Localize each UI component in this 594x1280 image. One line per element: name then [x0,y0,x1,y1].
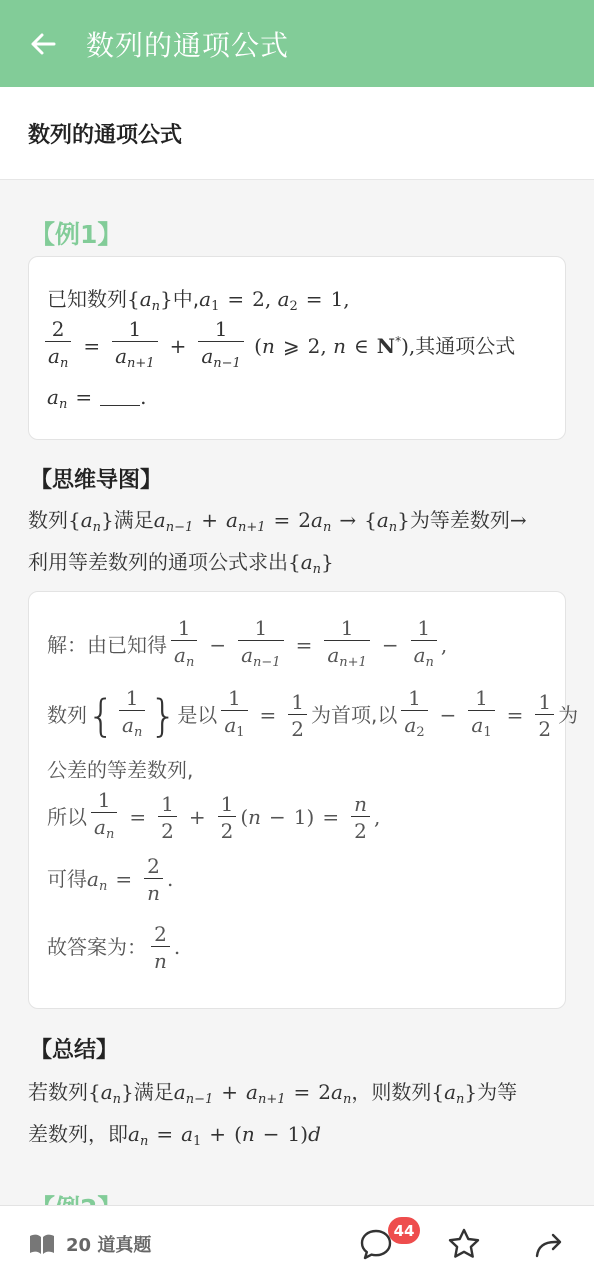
question-card [28,256,566,440]
back-button[interactable] [0,0,86,87]
q-text: 其通项公式 [415,334,516,358]
star-icon [446,1226,482,1262]
solution-line-1: 解：由已知得 $\frac{1}{a_n}$ − $\frac{1}{a_{n-1}}$ = $\frac{1}{a_{n+1}}$ − $\frac{1}{a_n}$ , [47,616,447,677]
solution-line-3: 公差的等差数列, [47,758,194,782]
app-bar [0,0,594,87]
q-text: 中, [172,287,200,311]
solution-seq: 数列 [47,703,87,727]
mindmap-label: 【思维导图】 [30,468,163,493]
mindmap-text: 数列$\{a_n\}$满足$a_{n-1} + a_{n+1} = 2a_n \to \{a_n\}$为等差数列→ 利用等差数列的通项公式求出$\{a_n\}$ [28,508,527,577]
mindmap-text-b: 满足 [113,508,154,532]
app-bar-title: 数列的通项公式 [86,28,290,62]
question-count-label: 20 道真题 [66,1235,152,1256]
summary-label: 【总结】 [30,1038,119,1063]
arrow-left-icon [28,29,58,59]
content-area[interactable] [0,181,594,1205]
solution-so: 所以 [47,805,87,829]
solution-line-4: 所以 $\frac{1}{a_n}$ = $\frac{1}{2}$ + $\frac{1}{2}$ (n − 1) = $\frac{n}{2}$ , [47,788,380,849]
summary-t3: ，则数列 [351,1080,432,1104]
question-line-1: 已知数列$\{a_n\}$中$,a_1 = 2$, $a_2 = 1$, [47,287,350,314]
summary-t1: 若数列 [28,1080,88,1104]
share-button[interactable] [532,1226,568,1262]
mindmap-text-c: 为等差数列 [409,508,510,532]
solution-is: 为 [558,703,579,727]
share-icon [532,1226,568,1262]
q-text: 已知数列 [47,287,127,311]
book-icon [28,1232,56,1256]
question-line-2: $\frac{2}{a_n}$ = $\frac{1}{a_{n+1}}$ + $\frac{1}{a_{n-1}}$ (n ⩾ 2, n ∈ N*),其通项公式 [41,317,515,378]
example-1-label: 【例1】 [30,220,123,249]
comment-count-badge: 44 [388,1217,420,1244]
solution-first-term: 为首项,以 [311,703,398,727]
summary-t4: 为等 [477,1080,518,1104]
favorite-button[interactable] [446,1226,482,1262]
question-count[interactable] [28,1231,151,1257]
mindmap-text-a: 数列 [28,508,68,532]
summary-t5: 差数列，即 [28,1122,128,1146]
solution-intro: 解：由已知得 [47,633,167,657]
solution-is-first: 是以 [177,703,218,727]
question-line-3: $a_n$ = . [47,385,147,412]
mindmap-line-2: 利用等差数列的通项公式求出 [28,550,288,574]
solution-obtain: 可得 [47,867,87,891]
solution-answer: 故答案为： [47,935,147,959]
page-header [0,87,594,180]
solution-line-2: 数列{ $\frac{1}{a_n}$ }是以 $\frac{1}{a_1}$ = $\frac{1}{2}$ 为首项,以 $\frac{1}{a_2}$ − $\frac{1}{a_1}$ = $\frac{1}{2}$ 为 [47,686,578,747]
bottom-bar [0,1205,594,1280]
page-title: 数列的通项公式 [28,122,183,148]
summary-t2: 满足 [133,1080,174,1104]
solution-line-6: 故答案为： $\frac{2}{n}$ . [47,922,181,973]
summary-text: 若数列$\{a_n\}$满足$a_{n-1} + a_{n+1} = 2a_n$，则数列$\{a_n\}$为等 差数列，即$a_n = a_1 + (n - 1)d$ [28,1080,518,1149]
solution-line-5: 可得$a_n$ = $\frac{2}{n}$ . [47,854,174,905]
solution-card [28,591,579,1009]
